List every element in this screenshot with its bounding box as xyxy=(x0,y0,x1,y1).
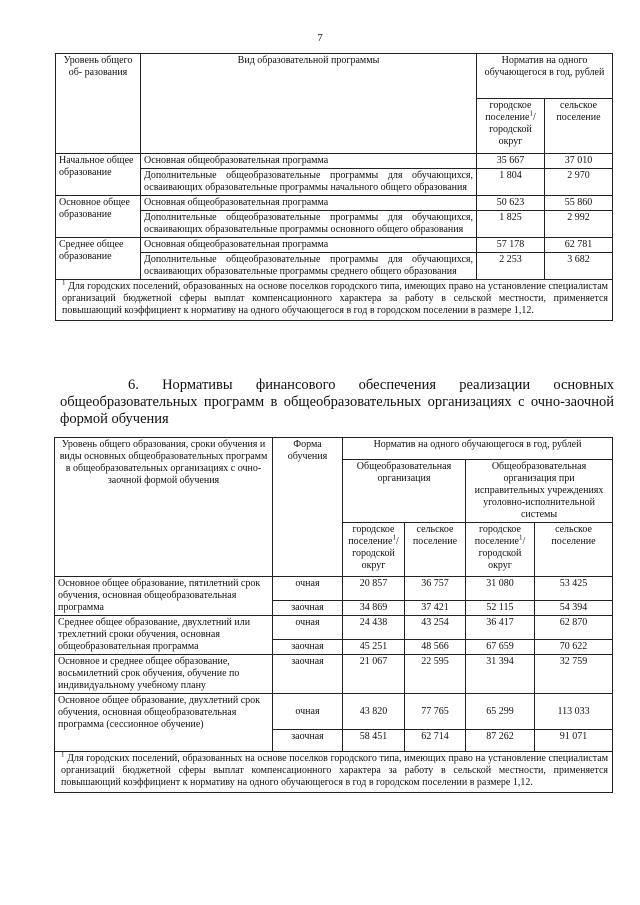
col-header-urban: городское поселение$^1$/ городской округ xyxy=(343,523,405,577)
penal-rural-value: 54 394 xyxy=(535,601,613,616)
form-cell: заочная xyxy=(273,730,343,752)
col-header-urban: городское поселение$^1$/ городской округ xyxy=(477,99,545,154)
general-urban-value: 43 820 xyxy=(343,694,405,730)
program-cell: Дополнительные общеобразовательные программы для обучающихся, осваивающих образовательные программы среднего общего образования xyxy=(141,253,477,280)
rural-value: 55 860 xyxy=(545,196,613,211)
col-header-general-org: Общеобразовательная организация xyxy=(343,460,466,523)
form-cell: очная xyxy=(273,577,343,601)
general-urban-value: 20 857 xyxy=(343,577,405,601)
general-urban-value: 58 451 xyxy=(343,730,405,752)
penal-urban-value: 36 417 xyxy=(466,616,535,640)
general-rural-value: 36 757 xyxy=(405,577,466,601)
penal-urban-value: 31 394 xyxy=(466,655,535,694)
level-cell: Среднее общее образование, двухлетний или трехлетний сроки обучения, основная общеобразовательная программа xyxy=(55,616,273,655)
penal-urban-value: 31 080 xyxy=(466,577,535,601)
general-urban-value: 45 251 xyxy=(343,640,405,655)
col-header-penal-org: Общеобразовательная организация при исправительных учреждениях уголовно-исполнительной системы xyxy=(466,460,613,523)
col-header-rural: сельское поселение xyxy=(545,99,613,154)
col-header-rural: сельское поселение xyxy=(405,523,466,577)
level-cell: Среднее общее образование xyxy=(56,238,141,280)
form-cell: заочная xyxy=(273,640,343,655)
general-rural-value: 62 714 xyxy=(405,730,466,752)
penal-rural-value: 62 870 xyxy=(535,616,613,640)
penal-rural-value: 91 071 xyxy=(535,730,613,752)
penal-urban-value: 67 659 xyxy=(466,640,535,655)
penal-urban-value: 65 299 xyxy=(466,694,535,730)
urban-value: 50 623 xyxy=(477,196,545,211)
level-cell: Основное общее образование, пятилетний срок обучения, основная общеобразовательная программа xyxy=(55,577,273,616)
rural-value: 37 010 xyxy=(545,154,613,169)
general-rural-value: 37 421 xyxy=(405,601,466,616)
general-urban-value: 21 067 xyxy=(343,655,405,694)
footnote-mark: 1 xyxy=(62,278,66,287)
form-cell: очная xyxy=(273,694,343,730)
level-cell: Основное общее образование xyxy=(56,196,141,238)
form-cell: заочная xyxy=(273,655,343,694)
footnote-mark: 1 xyxy=(61,750,65,759)
col-header-form: Форма обучения xyxy=(273,438,343,577)
form-cell: заочная xyxy=(273,601,343,616)
col-header-norm: Норматив на одного обучающегося в год, рублей xyxy=(343,438,613,460)
col-header-program: Вид образовательной программы xyxy=(141,54,477,154)
col-header-norm: Норматив на одного обучающегося в год, рублей xyxy=(477,54,613,99)
urban-value: 57 178 xyxy=(477,238,545,253)
col-header-level: Уровень общего образования, сроки обучения и виды основных общеобразовательных программ в общеобразовательных организациях с очно-заочной формой обучения xyxy=(55,438,273,577)
program-cell: Основная общеобразовательная программа xyxy=(141,196,477,211)
rural-value: 2 970 xyxy=(545,169,613,196)
program-cell: Дополнительные общеобразовательные программы для обучающихся, осваивающих образовательные программы начального общего образования xyxy=(141,169,477,196)
urban-value: 35 667 xyxy=(477,154,545,169)
level-cell: Основное общее образование, двухлетний срок обучения, основная общеобразовательная программа (сессионное обучение) xyxy=(55,694,273,752)
penal-rural-value: 32 759 xyxy=(535,655,613,694)
col-header-urban: городское поселение$^1$/ городской округ xyxy=(466,523,535,577)
urban-value: 1 804 xyxy=(477,169,545,196)
level-cell: Основное и среднее общее образование, восьмилетний срок обучения, обучение по индивидуальному учебному плану xyxy=(55,655,273,694)
general-urban-value: 24 438 xyxy=(343,616,405,640)
penal-rural-value: 53 425 xyxy=(535,577,613,601)
general-urban-value: 34 869 xyxy=(343,601,405,616)
col-header-rural: сельское поселение xyxy=(535,523,613,577)
urban-value: 1 825 xyxy=(477,211,545,238)
col-header-level: Уровень общего об- разования xyxy=(56,54,141,154)
section-heading: 6. Нормативы финансового обеспечения реализации основных общеобразовательных программ в общеобразовательных организациях с очно-заочной формой обучения xyxy=(60,377,614,427)
program-cell: Основная общеобразовательная программа xyxy=(141,238,477,253)
rural-value: 2 992 xyxy=(545,211,613,238)
penal-urban-value: 87 262 xyxy=(466,730,535,752)
general-rural-value: 22 595 xyxy=(405,655,466,694)
program-cell: Дополнительные общеобразовательные программы для обучающихся, осваивающих образовательные программы основного общего образования xyxy=(141,211,477,238)
rural-value: 3 682 xyxy=(545,253,613,280)
penal-urban-value: 52 115 xyxy=(466,601,535,616)
general-rural-value: 43 254 xyxy=(405,616,466,640)
norms-table-general xyxy=(55,53,613,321)
form-cell: очная xyxy=(273,616,343,640)
rural-value: 62 781 xyxy=(545,238,613,253)
page-number: 7 xyxy=(317,32,323,44)
penal-rural-value: 70 622 xyxy=(535,640,613,655)
norms-table-part-time xyxy=(54,437,613,793)
program-cell: Основная общеобразовательная программа xyxy=(141,154,477,169)
general-rural-value: 77 765 xyxy=(405,694,466,730)
footnote: $^1$ Для городских поселений, образованных на основе поселков городского типа, имеющих право на установление специалистам организаций бюджетной сферы выплат компенсационного характера за работу в сельской местности, применяется повышающий коэффициент к нормативу на одного обучающегося в год в городском поселении в размере 1,12. xyxy=(56,280,613,321)
penal-rural-value: 113 033 xyxy=(535,694,613,730)
level-cell: Начальное общее образование xyxy=(56,154,141,196)
footnote: $^1$ Для городских поселений, образованных на основе поселков городского типа, имеющих право на установление специалистам организаций бюджетной сферы выплат компенсационного характера за работу в сельской местности, применяется повышающий коэффициент к нормативу на одного обучающегося в год в городском поселении в размере 1,12. xyxy=(55,752,613,793)
urban-value: 2 253 xyxy=(477,253,545,280)
general-rural-value: 48 566 xyxy=(405,640,466,655)
